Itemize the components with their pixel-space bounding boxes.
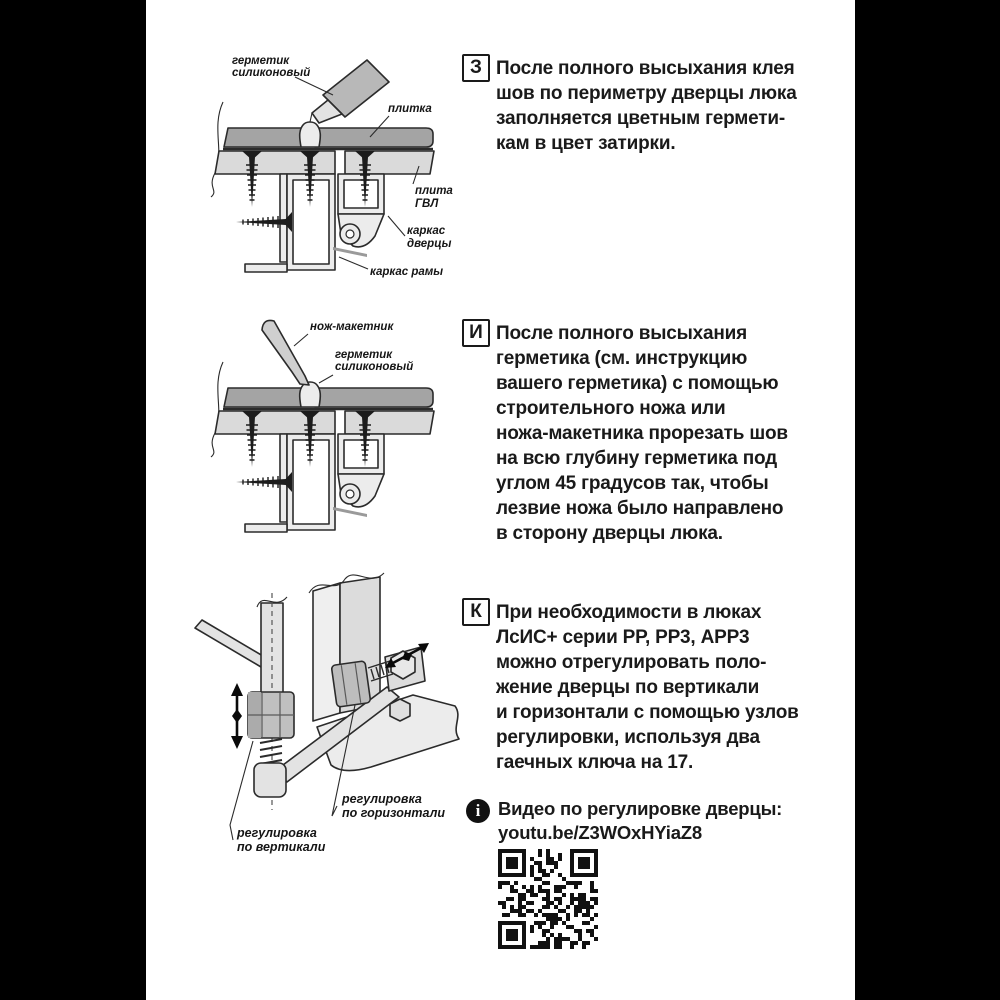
knife-icon	[262, 320, 309, 385]
label-sealant: силиконовый	[335, 361, 414, 373]
label-horizontal-adjust: регулировка	[342, 792, 422, 806]
label-sealant: герметик	[232, 55, 290, 67]
qr-code	[498, 849, 598, 949]
text-line: можно отрегулировать поло-	[496, 652, 767, 673]
text-line: При необходимости в люках	[496, 602, 762, 623]
text-line: лезвие ножа было направлено	[496, 498, 784, 519]
label-door-frame: дверцы	[407, 238, 452, 250]
horizontal-adjust-nut	[331, 661, 371, 707]
label-sealant: герметик	[335, 349, 393, 361]
label-sealant: силиконовый	[232, 67, 311, 79]
text-line: герметика (см. инструкцию	[496, 348, 748, 369]
text-line: После полного высыхания клея	[496, 58, 795, 79]
section-k-text	[496, 600, 826, 775]
text-line: на всю глубину герметика под	[496, 448, 778, 469]
text-line: заполняется цветным гермети-	[496, 108, 785, 129]
diagram-sealant-cutting	[205, 310, 455, 540]
section-i-text	[496, 321, 826, 546]
diagram-adjustment	[175, 565, 470, 870]
label-gvl-board: ГВЛ	[415, 198, 439, 210]
label-gvl-board: плита	[415, 185, 453, 197]
text-line: и горизонтали с помощью узлов	[496, 702, 799, 723]
diagram-sealant-application	[205, 50, 455, 280]
label-tile: плитка	[388, 103, 432, 115]
text-line: строительного ножа или	[496, 398, 726, 419]
label-frame: каркас рамы	[370, 266, 444, 278]
text-line: в сторону дверцы люка.	[496, 523, 723, 544]
label-knife: нож-макетник	[310, 321, 394, 333]
video-url[interactable]: youtu.be/Z3WOxHYiaZ8	[498, 822, 702, 843]
vertical-arrow-icon	[231, 683, 243, 749]
text-line: После полного высыхания	[496, 323, 748, 344]
text-line: ЛсИС+ серии РР, РР3, АРР3	[496, 627, 750, 648]
text-line: шов по периметру дверцы люка	[496, 83, 797, 104]
section-marker-z: З	[462, 54, 490, 82]
text-line: регулировки, используя два	[496, 727, 760, 748]
section-marker-k: К	[462, 598, 490, 626]
sealant-tube-icon	[310, 60, 389, 123]
info-icon: i	[466, 799, 490, 823]
text-line: ножа-макетника прорезать шов	[496, 423, 788, 444]
text-line: кам в цвет затирки.	[496, 133, 676, 154]
label-vertical-adjust: по вертикали	[237, 840, 326, 854]
video-caption: Видео по регулировке дверцы:	[498, 798, 783, 819]
section-z-text	[496, 56, 826, 156]
vertical-adjust-nut	[248, 692, 294, 738]
text-line: гаечных ключа на 17.	[496, 752, 694, 773]
instruction-page	[146, 0, 855, 1000]
spring-icon	[260, 739, 282, 764]
section-marker-i: И	[462, 319, 490, 347]
label-door-frame: каркас	[407, 225, 446, 237]
foot-icon	[254, 763, 286, 797]
text-line: жение дверцы по вертикали	[496, 677, 760, 698]
text-line: углом 45 градусов так, чтобы	[496, 473, 769, 494]
label-horizontal-adjust: по горизонтали	[342, 806, 446, 820]
label-vertical-adjust: регулировка	[237, 826, 317, 840]
lower-nut-icon	[390, 699, 410, 721]
text-line: вашего герметика) с помощью	[496, 373, 779, 394]
